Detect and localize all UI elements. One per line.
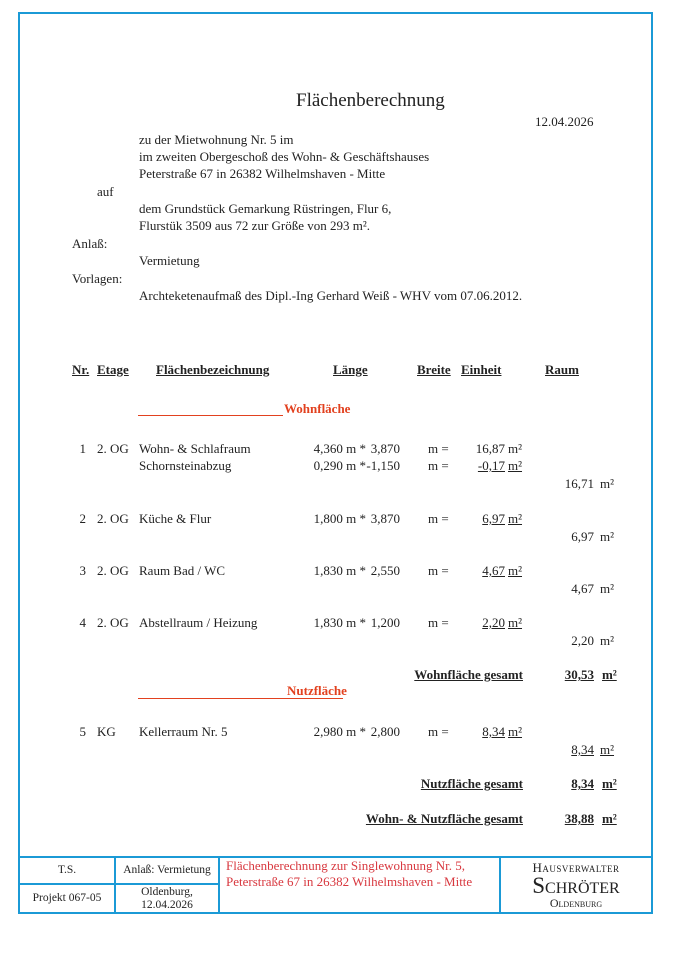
section-nutzflaeche: Nutzfläche [287, 683, 347, 698]
row-raum-sum: 16,71 [564, 476, 594, 491]
row-bezeichnung: Wohn- & Schlafraum [139, 441, 251, 456]
plot-line: Flurstük 3509 aus 72 zur Größe von 293 m². [139, 218, 371, 233]
row-flaeche: 2,20 [482, 615, 505, 630]
plot-line: dem Grundstück Gemarkung Rüstringen, Flur 6, [139, 201, 392, 216]
row-unit: m² [508, 563, 523, 578]
footer-block [18, 856, 653, 914]
total-value: 30,53 [564, 667, 594, 682]
row-etage: 2. OG [97, 615, 129, 630]
row-raum-sum: 2,20 [571, 633, 594, 648]
document-date: 12.04.2026 [535, 114, 594, 129]
row-flaeche: 6,97 [482, 511, 505, 526]
row-laenge: 1,830 m * [313, 615, 366, 630]
anlass-label: Anlaß: [72, 236, 108, 251]
footer-author: T.S. [18, 856, 116, 885]
section-wohnflaeche: Wohnfläche [284, 401, 351, 416]
row-flaeche: 8,34 [482, 724, 505, 739]
company-logo [499, 856, 653, 914]
footer-project: Projekt 067-05 [18, 883, 116, 914]
row-unit: m² [508, 441, 523, 456]
row-flaeche: 16,87 [475, 441, 505, 456]
header-bezeichnung: Flächenbezeichnung [156, 362, 270, 377]
footer-date: 12.04.2026 [141, 898, 193, 911]
row-flaeche: 4,67 [482, 563, 505, 578]
logo-name: Schröter [532, 872, 620, 898]
row-unit: m² [508, 615, 523, 630]
row-laenge: 1,800 m * [313, 511, 366, 526]
header-etage: Etage [97, 362, 129, 377]
row-bezeichnung: Kellerraum Nr. 5 [139, 724, 228, 739]
row-etage: 2. OG [97, 441, 129, 456]
total-unit: m² [602, 776, 617, 791]
row-etage: 2. OG [97, 511, 129, 526]
row-laenge: 0,290 m * [313, 458, 366, 473]
row-breite: 3,870 [370, 511, 400, 526]
row-nr: 1 [79, 441, 86, 456]
row-breite: 3,870 [370, 441, 400, 456]
vorlagen-label: Vorlagen: [72, 271, 123, 286]
row-breite: 1,200 [370, 615, 400, 630]
row-equals: m = [428, 615, 449, 630]
row-raum-sum: 4,67 [571, 581, 594, 596]
row-equals: m = [428, 511, 449, 526]
header-laenge: Länge [333, 362, 368, 377]
row-nr: 2 [79, 511, 86, 526]
intro-line: zu der Mietwohnung Nr. 5 im [139, 132, 294, 147]
logo-line: Hausverwalter [532, 859, 620, 875]
row-raum-unit: m² [600, 742, 615, 757]
vorlagen-value: Archteketenaufmaß des Dipl.-Ing Gerhard Weiß - WHV vom 07.06.2012. [139, 288, 523, 303]
row-equals: m = [428, 724, 449, 739]
footer-place: Oldenburg, [141, 885, 193, 898]
row-nr: 3 [79, 563, 86, 578]
row-flaeche: -0,17 [477, 458, 505, 473]
intro-line: Peterstraße 67 in 26382 Wilhelmshaven - Mitte [139, 166, 386, 181]
total-value: 38,88 [564, 811, 594, 826]
total-label: Nutzfläche gesamt [420, 776, 523, 791]
auf-label: auf [97, 184, 114, 199]
row-raum-unit: m² [600, 633, 615, 648]
row-raum-unit: m² [600, 581, 615, 596]
row-breite: 2,550 [370, 563, 400, 578]
row-etage: 2. OG [97, 563, 129, 578]
footer-anlass: Anlaß: Vermietung [114, 856, 220, 885]
total-value: 8,34 [571, 776, 594, 791]
row-unit: m² [508, 724, 523, 739]
row-raum-unit: m² [600, 529, 615, 544]
row-equals: m = [428, 563, 449, 578]
logo-line: Oldenburg [549, 895, 603, 910]
row-raum-sum: 8,34 [571, 742, 594, 757]
page-title: Flächenberechnung [296, 90, 445, 111]
row-laenge: 4,360 m * [313, 441, 366, 456]
footer-desc-line: Peterstraße 67 in 26382 Wilhelmshaven - Mitte [226, 874, 473, 889]
row-bezeichnung: Küche & Flur [139, 511, 212, 526]
row-bezeichnung: Schornsteinabzug [139, 458, 232, 473]
total-unit: m² [602, 811, 617, 826]
row-unit: m² [508, 458, 523, 473]
total-label: Wohnfläche gesamt [414, 667, 523, 682]
row-nr: 5 [79, 724, 86, 739]
row-breite: -1,150 [366, 458, 400, 473]
row-bezeichnung: Abstellraum / Heizung [139, 615, 258, 630]
row-equals: m = [428, 441, 449, 456]
total-label: Wohn- & Nutzfläche gesamt [365, 811, 523, 826]
row-breite: 2,800 [370, 724, 400, 739]
intro-line: im zweiten Obergeschoß des Wohn- & Geschäftshauses [139, 149, 430, 164]
header-breite: Breite [417, 362, 451, 377]
footer-desc-line: Flächenberechnung zur Singlewohnung Nr. 5, [226, 858, 466, 873]
header-raum: Raum [545, 362, 579, 377]
row-unit: m² [508, 511, 523, 526]
row-laenge: 2,980 m * [313, 724, 366, 739]
footer-place-date [114, 883, 220, 914]
row-laenge: 1,830 m * [313, 563, 366, 578]
row-equals: m = [428, 458, 449, 473]
footer-description [218, 856, 501, 914]
row-raum-sum: 6,97 [571, 529, 594, 544]
row-bezeichnung: Raum Bad / WC [139, 563, 226, 578]
header-einheit: Einheit [461, 362, 502, 377]
total-unit: m² [602, 667, 617, 682]
header-nr: Nr. [72, 362, 90, 377]
row-etage: KG [97, 724, 116, 739]
anlass-value: Vermietung [139, 253, 200, 268]
row-raum-unit: m² [600, 476, 615, 491]
row-nr: 4 [79, 615, 86, 630]
section-line [138, 415, 283, 416]
